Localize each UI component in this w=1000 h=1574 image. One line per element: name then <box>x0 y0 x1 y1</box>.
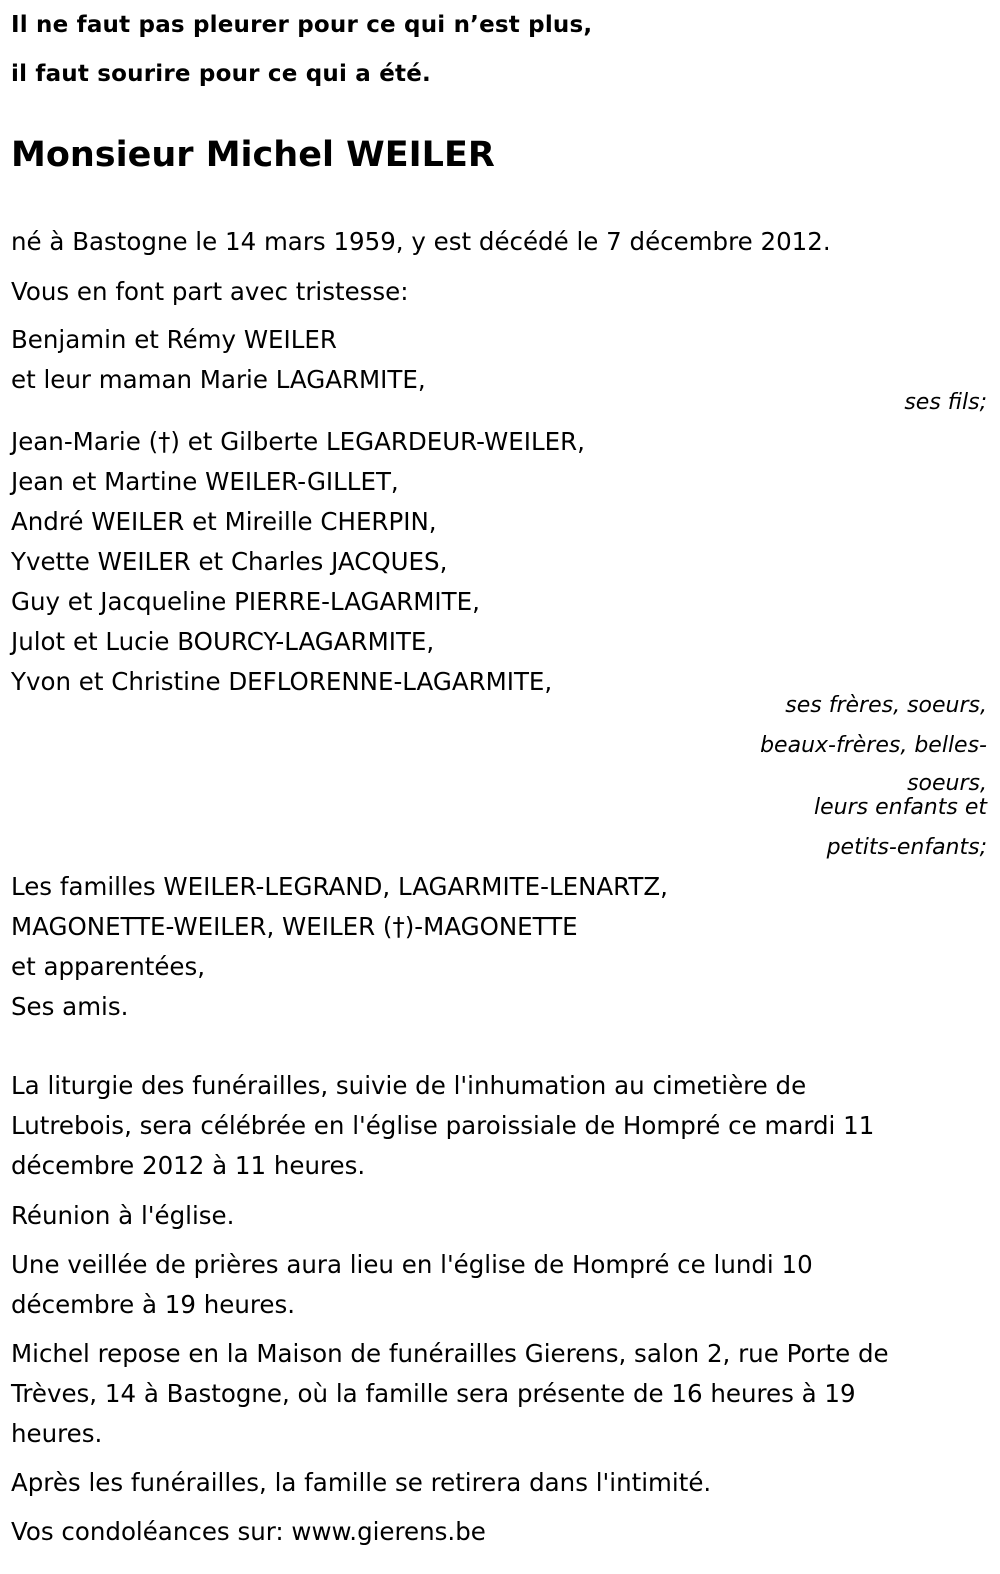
siblings-role-line: beaux-frères, belles- <box>760 733 987 758</box>
repose-block <box>11 1334 889 1454</box>
sons-block <box>11 320 426 400</box>
siblings-role-line: soeurs, <box>907 771 987 796</box>
after-funeral: Après les funérailles, la famille se retirera dans l'intimité. <box>11 1468 712 1497</box>
families-line: MAGONETTE-WEILER, WEILER (†)-MAGONETTE <box>11 912 578 941</box>
families-line: Les familles WEILER-LEGRAND, LAGARMITE-LENARTZ, <box>11 872 668 901</box>
epigraph-line-1: Il ne faut pas pleurer pour ce qui n’est plus, <box>11 12 593 38</box>
sibling-line: Yvette WEILER et Charles JACQUES, <box>11 547 448 576</box>
siblings-block <box>11 422 585 702</box>
vigil-block <box>11 1245 813 1325</box>
sibling-line: André WEILER et Mireille CHERPIN, <box>11 507 437 536</box>
liturgy-line: La liturgie des funérailles, suivie de l'inhumation au cimetière de <box>11 1071 807 1100</box>
families-line: Ses amis. <box>11 992 129 1021</box>
repose-line: Trèves, 14 à Bastogne, où la famille sera présente de 16 heures à 19 <box>11 1379 856 1408</box>
siblings-role-line: petits-enfants; <box>826 835 987 860</box>
sons-line: Benjamin et Rémy WEILER <box>11 325 337 354</box>
liturgy-block <box>11 1066 874 1186</box>
vigil-line: Une veillée de prières aura lieu en l'église de Hompré ce lundi 10 <box>11 1250 813 1279</box>
repose-line: heures. <box>11 1419 103 1448</box>
vigil-line: décembre à 19 heures. <box>11 1290 296 1319</box>
families-block <box>11 867 668 1027</box>
reunion: Réunion à l'église. <box>11 1201 235 1230</box>
sibling-line: Yvon et Christine DEFLORENNE-LAGARMITE, <box>11 667 553 696</box>
sibling-line: Julot et Lucie BOURCY-LAGARMITE, <box>11 627 435 656</box>
sons-line: et leur maman Marie LAGARMITE, <box>11 365 426 394</box>
sons-role: ses fils; <box>904 390 987 415</box>
liturgy-line: décembre 2012 à 11 heures. <box>11 1151 366 1180</box>
sibling-line: Guy et Jacqueline PIERRE-LAGARMITE, <box>11 587 480 616</box>
liturgy-line: Lutrebois, sera célébrée en l'église paroissiale de Hompré ce mardi 11 <box>11 1111 875 1140</box>
condolences: Vos condoléances sur: www.gierens.be <box>11 1517 486 1546</box>
families-line: et apparentées, <box>11 952 206 981</box>
announcement: Vous en font part avec tristesse: <box>11 277 409 306</box>
birth-death: né à Bastogne le 14 mars 1959, y est décédé le 7 décembre 2012. <box>11 227 831 256</box>
sibling-line: Jean et Martine WEILER-GILLET, <box>11 467 399 496</box>
epigraph-line-2: il faut sourire pour ce qui a été. <box>11 61 431 87</box>
sibling-line: Jean-Marie (†) et Gilberte LEGARDEUR-WEILER, <box>11 427 585 456</box>
siblings-role-line: leurs enfants et <box>814 795 987 820</box>
siblings-role-line: ses frères, soeurs, <box>785 693 987 718</box>
repose-line: Michel repose en la Maison de funérailles Gierens, salon 2, rue Porte de <box>11 1339 889 1368</box>
deceased-name: Monsieur Michel WEILER <box>11 135 495 175</box>
